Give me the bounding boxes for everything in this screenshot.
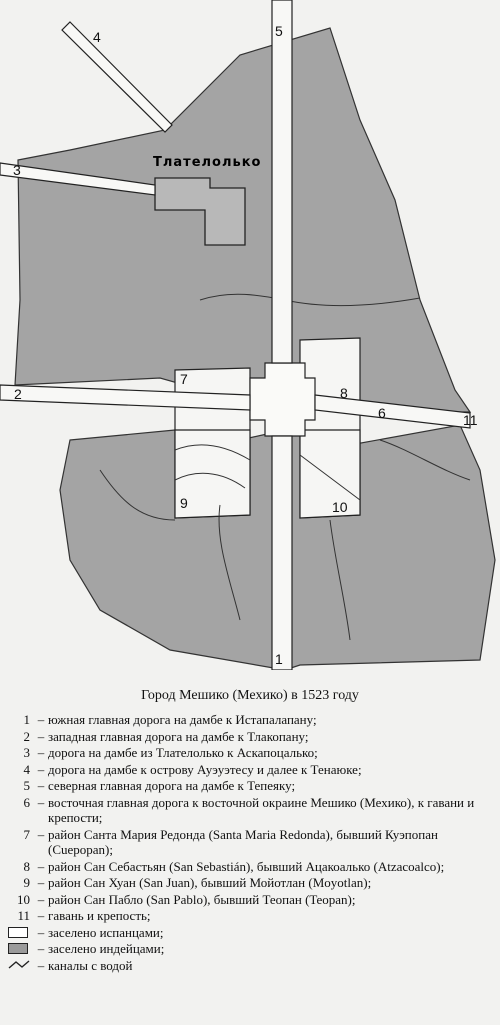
legend-item: 2 – западная главная дорога на дамбе к Тлакопану; <box>8 729 492 745</box>
legend-num: 10 <box>17 891 30 907</box>
legend-symbol-text: заселено индейцами; <box>48 941 165 956</box>
causeway-5-north <box>272 0 292 363</box>
legend-num: 11 <box>17 908 30 923</box>
legend-item: 8 – район Сан Себастьян (San Sebastián), бывший Ацакоалько (Atzacoalco); <box>8 859 492 875</box>
legend-num: 6 <box>23 794 30 810</box>
legend-text: район Санта Мария Редонда (Santa Maria Redonda), бывший Куэпопан (Cuepopan); <box>48 826 438 857</box>
legend-num: 2 <box>23 728 30 744</box>
canal-wave-icon <box>8 959 30 971</box>
legend-symbol-row: – заселено испанцами; <box>8 925 492 941</box>
legend-item: 6 – восточная главная дорога к восточной окраине Мешико (Мехико), к гавани и крепости; <box>8 795 492 826</box>
legend-symbol-row: – заселено индейцами; <box>8 941 492 957</box>
legend-text: дорога на дамбе из Тлателолько к Аскапоцалько; <box>48 745 318 760</box>
legend-text: район Сан Пабло (San Pablo), бывший Теопан (Teopan); <box>48 891 356 907</box>
legend-num: 9 <box>23 875 30 890</box>
legend-item: 7 – район Санта Мария Редонда (Santa Maria Redonda), бывший Куэпопан (Cuepopan); <box>8 827 492 858</box>
legend <box>8 712 492 974</box>
legend-text: район Сан Себастьян (San Sebastián), бывший Ацакоалько (Atzacoalco); <box>48 858 445 874</box>
label-road-3: 3 <box>13 162 21 178</box>
legend-item: 11 – гавань и крепость; <box>8 908 492 924</box>
label-district-9: 9 <box>180 495 188 511</box>
legend-symbol-row: – каналы с водой <box>8 958 492 974</box>
legend-item: 3 – дорога на дамбе из Тлателолько к Аскапоцалько; <box>8 745 492 761</box>
legend-text: западная главная дорога на дамбе к Тлакопану; <box>48 728 309 744</box>
legend-item: 9 – район Сан Хуан (San Juan), бывший Мойотлан (Moyotlan); <box>8 875 492 891</box>
legend-num: 3 <box>23 745 30 760</box>
legend-num: 1 <box>23 712 30 727</box>
grey-box-icon <box>8 943 28 954</box>
label-road-1: 1 <box>275 651 283 667</box>
legend-text: район Сан Хуан (San Juan), бывший Мойотлан (Moyotlan); <box>48 875 372 890</box>
legend-item: 4 – дорога на дамбе к острову Ауэуэтесу и далее к Тенаюке; <box>8 762 492 778</box>
map-caption: Город Мешико (Мехико) в 1523 году <box>141 688 359 703</box>
white-box-icon <box>8 927 28 938</box>
legend-num: 7 <box>23 826 30 842</box>
legend-text: гавань и крепость; <box>48 908 151 923</box>
legend-text: северная главная дорога на дамбе к Тепеяку; <box>48 778 296 793</box>
spanish-district-10 <box>300 430 360 518</box>
legend-text: южная главная дорога на дамбе к Истапалапану; <box>48 712 317 727</box>
legend-item: 1 – южная главная дорога на дамбе к Истапалапану; <box>8 712 492 728</box>
label-district-7: 7 <box>180 371 188 387</box>
label-road-5: 5 <box>275 23 283 39</box>
label-road-2: 2 <box>14 386 22 402</box>
legend-text: дорога на дамбе к острову Ауэуэтесу и далее к Тенаюке; <box>48 761 362 777</box>
causeway-1-south <box>272 436 292 670</box>
causeway-4 <box>62 22 172 132</box>
label-district-10: 10 <box>332 499 348 515</box>
legend-item: 5 – северная главная дорога на дамбе к Тепеяку; <box>8 778 492 794</box>
label-district-8: 8 <box>340 385 348 401</box>
legend-symbol-text: каналы с водой <box>48 957 133 973</box>
legend-symbol-text: заселено испанцами; <box>48 924 164 940</box>
legend-item: 10 – район Сан Пабло (San Pablo), бывший Теопан (Teopan); <box>8 892 492 908</box>
label-road-6: 6 <box>378 405 386 421</box>
legend-text: восточная главная дорога к восточной окраине Мешико (Мехико), к гавани и крепости; <box>48 794 475 825</box>
label-road-4: 4 <box>93 29 101 45</box>
label-harbor-11: 11 <box>463 412 478 428</box>
legend-num: 4 <box>23 761 30 777</box>
legend-num: 5 <box>23 778 30 793</box>
label-tlatelolco: Тлателолько <box>153 155 262 170</box>
legend-num: 8 <box>23 858 30 874</box>
